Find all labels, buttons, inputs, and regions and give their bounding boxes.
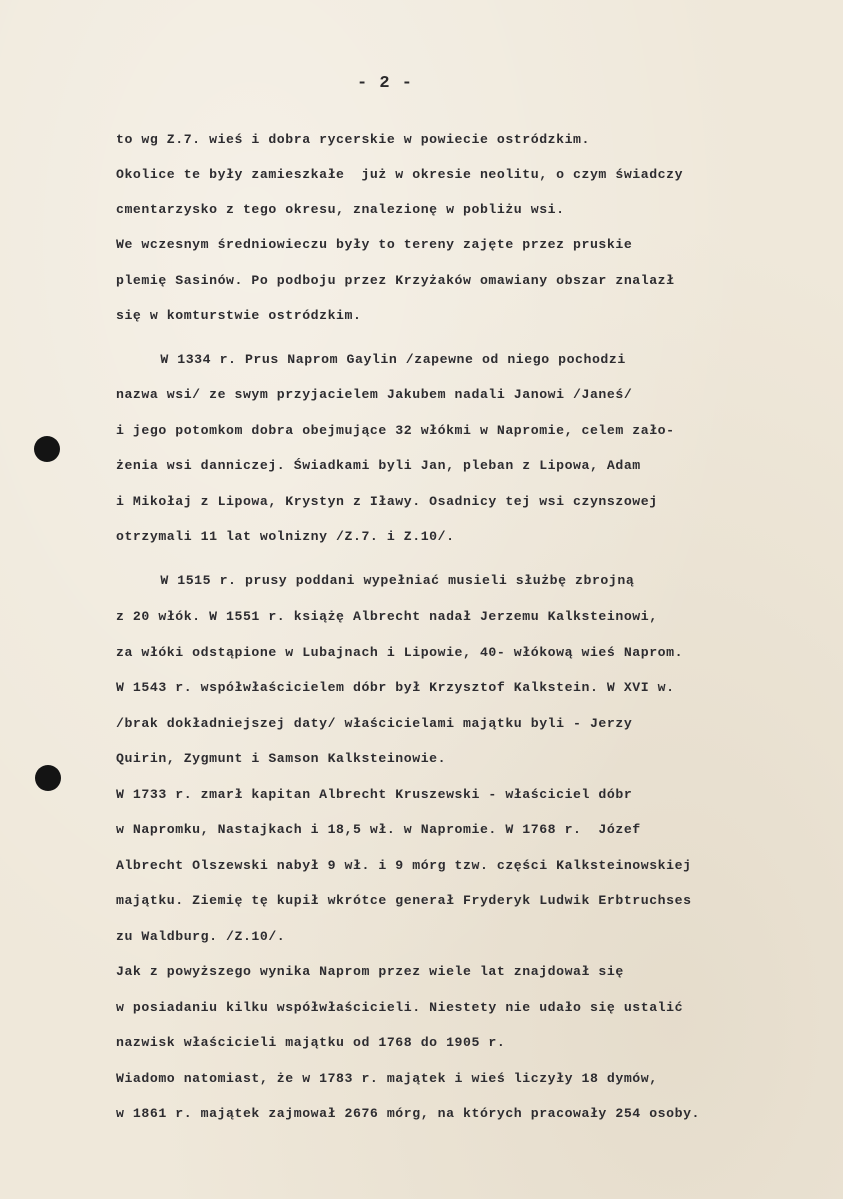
text-line: W 1515 r. prusy poddani wypełniać musieli służbę zbrojną xyxy=(118,573,635,588)
page-number: - 2 - xyxy=(356,74,413,93)
text-line: Okolice te były zamieszkałe już w okresie neolitu, o czym świadczy xyxy=(116,167,684,182)
text-line: za włóki odstąpione w Lubajnach i Lipowie, 40- włókową wieś Naprom. xyxy=(116,645,684,660)
punch-hole-top xyxy=(34,436,60,462)
text-line: to wg Z.7. wieś i dobra rycerskie w powiecie ostródzkim. xyxy=(116,132,590,147)
text-line: w posiadaniu kilku współwłaścicieli. Niestety nie udało się ustalić xyxy=(116,1000,684,1015)
text-line: otrzymali 11 lat wolnizny /Z.7. i Z.10/. xyxy=(116,529,455,544)
text-line: Wiadomo natomiast, że w 1783 r. majątek i wieś liczyły 18 dymów, xyxy=(116,1071,658,1086)
text-line: zu Waldburg. /Z.10/. xyxy=(116,929,286,944)
text-line: w 1861 r. majątek zajmował 2676 mórg, na których pracowały 254 osoby. xyxy=(116,1106,701,1121)
text-line: z 20 włók. W 1551 r. książę Albrecht nadał Jerzemu Kalksteinowi, xyxy=(116,609,658,624)
text-line: Albrecht Olszewski nabył 9 wł. i 9 mórg tzw. części Kalksteinowskiej xyxy=(116,858,692,873)
text-line: W 1733 r. zmarł kapitan Albrecht Kruszewski - właściciel dóbr xyxy=(116,787,633,802)
text-line: w Napromku, Nastajkach i 18,5 wł. w Napromie. W 1768 r. Józef xyxy=(116,822,641,837)
punch-hole-bottom xyxy=(35,765,61,791)
text-line: W 1543 r. współwłaścicielem dóbr był Krzysztof Kalkstein. W XVI w. xyxy=(116,680,675,695)
text-line: We wczesnym średniowieczu były to tereny zajęte przez pruskie xyxy=(116,237,633,252)
text-line: nazwisk właścicieli majątku od 1768 do 1905 r. xyxy=(116,1035,506,1050)
text-line: Quirin, Zygmunt i Samson Kalksteinowie. xyxy=(116,751,447,766)
text-line: /brak dokładniejszej daty/ właścicielami majątku byli - Jerzy xyxy=(116,716,633,731)
text-line: plemię Sasinów. Po podboju przez Krzyżaków omawiany obszar znalazł xyxy=(116,273,675,288)
text-line: i jego potomkom dobra obejmujące 32 włókmi w Napromie, celem zało- xyxy=(116,423,675,438)
text-line: i Mikołaj z Lipowa, Krystyn z Iławy. Osadnicy tej wsi czynszowej xyxy=(116,494,658,509)
text-line: Jak z powyższego wynika Naprom przez wiele lat znajdował się xyxy=(116,964,624,979)
text-line: nazwa wsi/ ze swym przyjacielem Jakubem nadali Janowi /Janeś/ xyxy=(116,387,633,402)
text-line: W 1334 r. Prus Naprom Gaylin /zapewne od niego pochodzi xyxy=(118,352,626,367)
text-line: cmentarzysko z tego okresu, znalezionę w pobliżu wsi. xyxy=(116,202,565,217)
text-line: majątku. Ziemię tę kupił wkrótce generał Fryderyk Ludwik Erbtruchses xyxy=(116,893,692,908)
text-line: się w komturstwie ostródzkim. xyxy=(116,308,362,323)
text-line: żenia wsi danniczej. Świadkami byli Jan, pleban z Lipowa, Adam xyxy=(116,458,641,473)
